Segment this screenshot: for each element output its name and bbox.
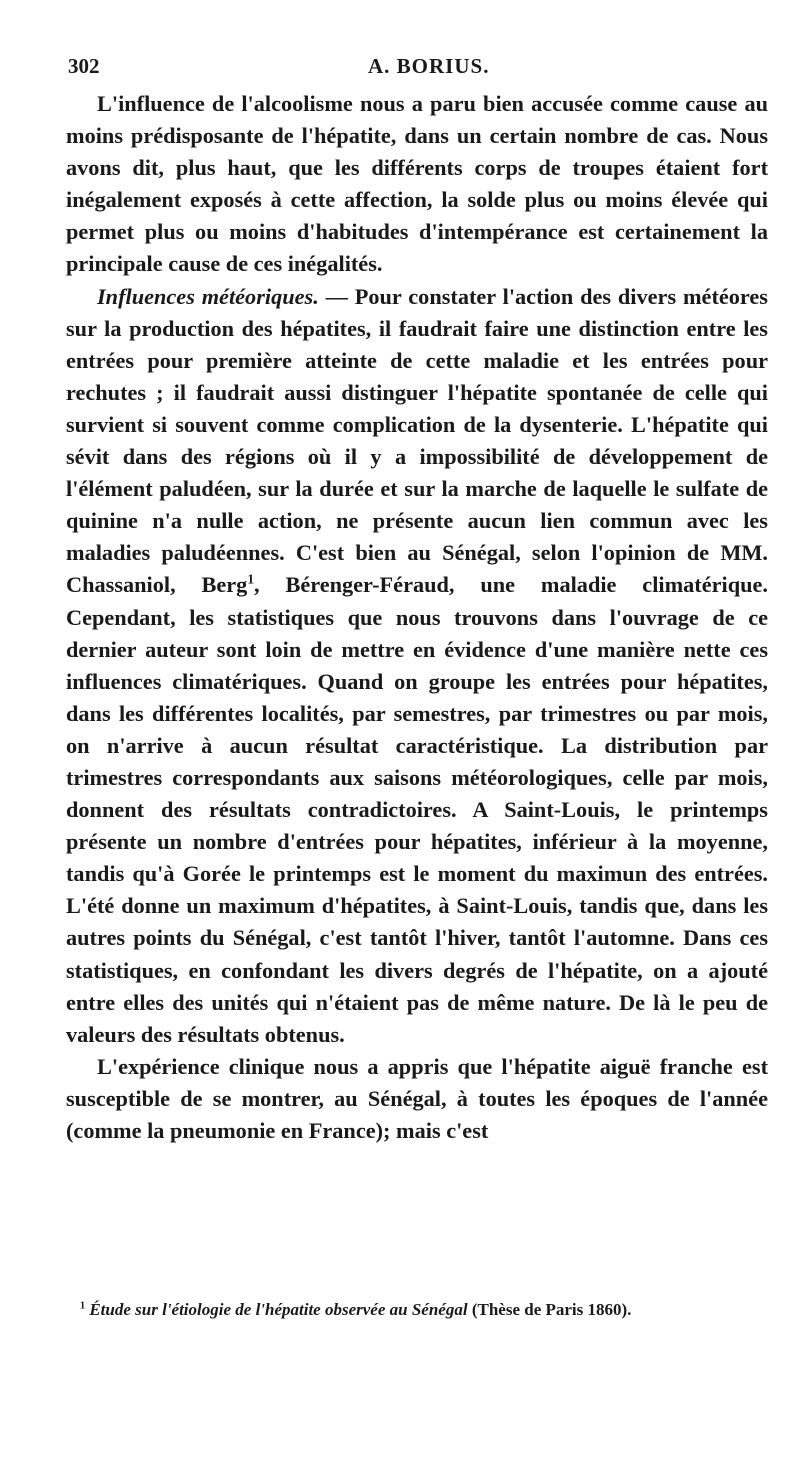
footnote-detail: (Thèse de Paris 1860). <box>467 1300 632 1319</box>
paragraph-experience-clinique <box>66 1051 768 1147</box>
paragraph-influences-meteoriques <box>66 281 768 1051</box>
footnote-mark: 1 <box>80 1300 86 1312</box>
footnote <box>66 1298 768 1322</box>
footnote-title: Étude sur l'étiologie de l'hépatite observée au Sénégal <box>89 1300 468 1319</box>
footnote-reference: 1 <box>247 571 255 587</box>
section-heading: Influences météoriques. <box>97 283 319 309</box>
running-title: A. BORIUS. <box>368 54 490 78</box>
paragraph-alcoolisme <box>66 88 768 281</box>
paragraph-text: L'influence de l'alcoolisme nous a paru bien accusée comme cause au moins prédisposante de l'hépatite, dans un certain nombre de cas. Nous avons dit, plus haut, que les différents corps de troupes étaient fort inégalement exposés à cette affection, la solde plus ou moins élevée qui permet plus ou moins d'habitudes d'intempérance est certainement la principale cause de ces inégalités. <box>66 91 768 277</box>
body-text <box>66 88 768 1147</box>
paragraph-text: L'expérience clinique nous a appris que l'hépatite aiguë franche est susceptible de se montrer, au Sénégal, à toutes les époques de l'année (comme la pneumonie en France); mais c'est <box>66 1053 768 1143</box>
page-number: 302 <box>68 54 100 78</box>
paragraph-text: — Pour constater l'action des divers météores sur la production des hépatites, il faudrait faire une distinction entre les entrées pour première atteinte de cette maladie et les entrées pour rechutes ; il faudrait aussi distinguer l'hépatite spontanée de celle qui survient si souvent comme complication de la dysenterie. L'hépatite qui sévit dans des régions où il y a impossibilité de développement de l'élément paludéen, sur la durée et sur la marche de laquelle le sulfate de quinine n'a nulle action, ne présente aucun lien commun avec les maladies paludéennes. C'est bien au Sénégal, selon l'opinion de MM. Chassaniol, Berg <box>66 283 768 598</box>
paragraph-text: , Bérenger-Féraud, une maladie climatérique. Cependant, les statistiques que nous trouvons dans l'ouvrage de ce dernier auteur sont loin de mettre en évidence d'une manière nette ces influences climatériques. Quand on groupe les entrées pour hépatites, dans les différentes localités, par semestres, par trimestres ou par mois, on n'arrive à aucun résultat caractéristique. La distribution par trimestres correspondants aux saisons météorologiques, celle par mois, donnent des résultats contradictoires. A Saint-Louis, le printemps présente un nombre d'entrées pour hépatites, inférieur à la moyenne, tandis qu'à Gorée le printemps est le moment du maximun des entrées. L'été donne un maximum d'hépatites, à Saint-Louis, tandis que, dans les autres points du Sénégal, c'est tantôt l'hiver, tantôt l'automne. Dans ces statistiques, en confondant les divers degrés de l'hépatite, on a ajouté entre elles des unités qui n'étaient pas de même nature. De là le peu de valeurs des résultats obtenus. <box>66 572 768 1047</box>
running-header <box>68 54 768 82</box>
